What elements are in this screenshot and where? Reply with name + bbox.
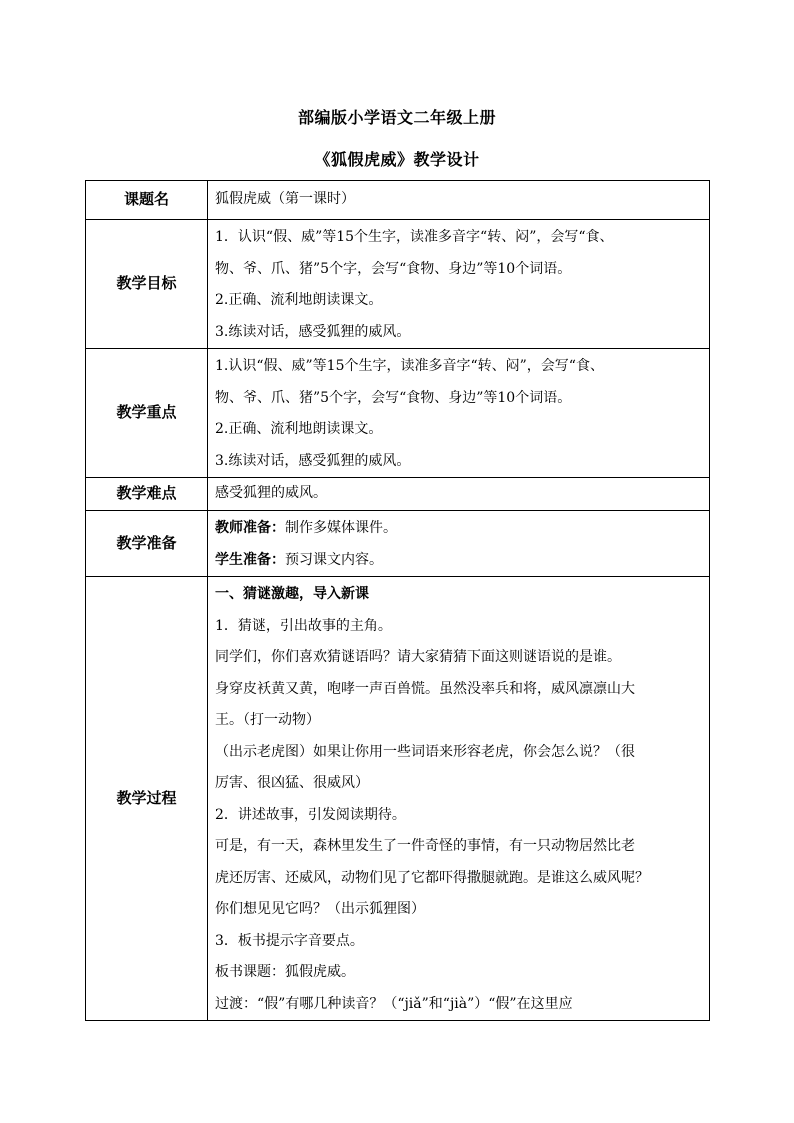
process-line: 过渡：“假”有哪几种读音？（“jiǎ”和“jià”）“假”在这里应 — [215, 995, 573, 1012]
table-row-difficulty — [86, 478, 710, 511]
process-line: 2．讲述故事，引发阅读期待。 — [215, 806, 406, 823]
goals-line: 物、爷、爪、猪”5个字，会写“食物、身边”等10个词语。 — [215, 260, 572, 277]
goals-line: 2.正确、流利地朗读课文。 — [215, 292, 383, 308]
key-points-line: 1.认识“假、威”等15个生字，读准多音字“转、闷”，会写“食、 — [215, 358, 604, 374]
table-row-goals — [86, 220, 710, 349]
goals-label: 教学目标 — [86, 220, 208, 349]
goals-line: 1．认识“假、威”等15个生字，读准多音字“转、闷”，会写“食、 — [215, 229, 614, 245]
process-content — [208, 577, 710, 1021]
process-line: 可是，有一天，森林里发生了一件奇怪的事情，有一只动物居然比老 — [215, 838, 635, 854]
process-line: 1．猜谜，引出故事的主角。 — [215, 617, 392, 634]
table-row-key-points — [86, 349, 710, 478]
process-line: 王。（打一动物） — [215, 712, 320, 728]
process-line: 你们想见见它吗？（出示狐狸图） — [215, 901, 425, 917]
key-points-label: 教学重点 — [86, 349, 208, 478]
process-line: 板书课题：狐假虎威。 — [215, 964, 355, 980]
preparation-label: 教学准备 — [86, 511, 208, 577]
teacher-preparation — [215, 513, 702, 545]
goals-line: 3.练读对话，感受狐狸的威风。 — [215, 323, 411, 340]
table-row-preparation — [86, 511, 710, 577]
process-label: 教学过程 — [86, 577, 208, 1021]
key-points-line: 物、爷、爪、猪”5个字，会写“食物、身边”等10个词语。 — [215, 389, 572, 406]
difficulty-label: 教学难点 — [86, 478, 208, 511]
topic-label: 课题名 — [86, 181, 208, 220]
process-line: （出示老虎图）如果让你用一些词语来形容老虎，你会怎么说？（很 — [215, 743, 635, 760]
process-line: 3．板书提示字音要点。 — [215, 932, 364, 949]
process-heading: 一、猜谜激趣，导入新课 — [215, 586, 369, 602]
key-points-line: 3.练读对话，感受狐狸的威风。 — [215, 452, 411, 469]
process-line: 身穿皮袄黄又黄，咆哮一声百兽慌。虽然没率兵和将，威风凛凛山大 — [215, 680, 635, 697]
difficulty-value: 感受狐狸的威风。 — [208, 478, 710, 511]
topic-value: 狐假虎威（第一课时） — [208, 181, 710, 220]
key-points-line: 2.正确、流利地朗读课文。 — [215, 421, 383, 437]
process-line: 厉害、很凶猛、很威风） — [215, 775, 369, 791]
student-preparation-label: 学生准备： — [215, 551, 285, 568]
preparation-content — [208, 511, 710, 577]
process-line: 同学们，你们喜欢猜谜语吗？请大家猜猜下面这则谜语说的是谁。 — [215, 649, 621, 665]
lesson-plan-table — [85, 180, 710, 1021]
document-title: 部编版小学语文二年级上册 — [297, 108, 496, 127]
student-preparation-value: 预习课文内容。 — [285, 551, 383, 568]
teacher-preparation-label: 教师准备： — [215, 520, 285, 536]
goals-content — [208, 220, 710, 349]
table-row-topic — [86, 181, 710, 220]
table-row-process — [86, 577, 710, 1021]
student-preparation — [215, 545, 702, 577]
document-subtitle: 《狐假虎威》教学设计 — [314, 150, 480, 169]
teacher-preparation-value: 制作多媒体课件。 — [285, 520, 397, 536]
process-line: 虎还厉害、还威风，动物们见了它都吓得撒腿就跑。是谁这么威风呢？ — [215, 869, 649, 886]
key-points-content — [208, 349, 710, 478]
